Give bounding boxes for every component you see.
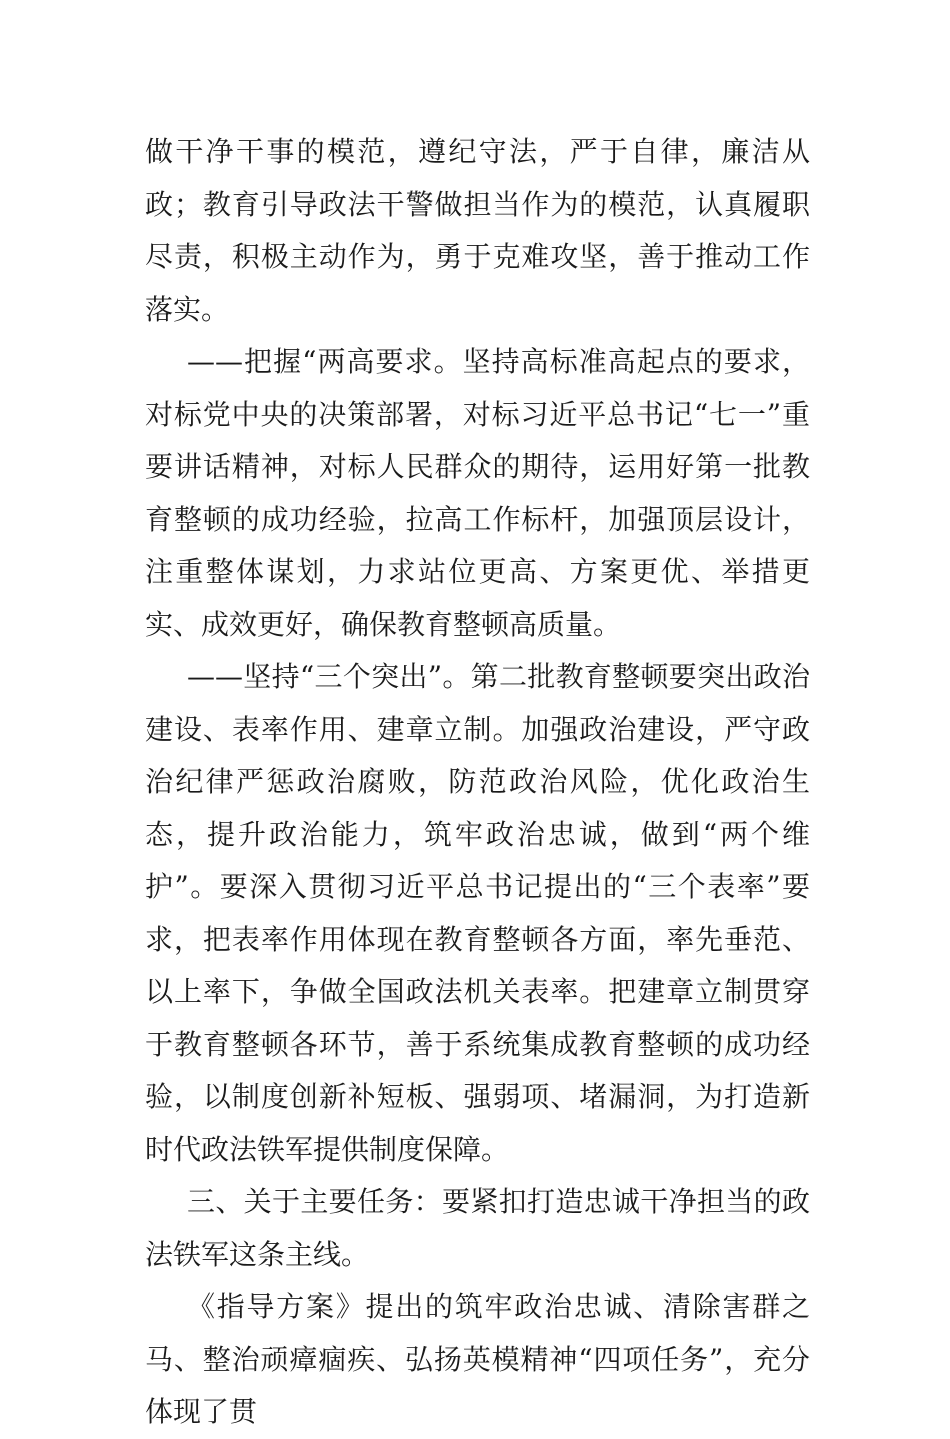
paragraph-guidance-plan: 《指导方案》提出的筑牢政治忠诚、清除害群之马、整治顽瘴痼疾、弘扬英模精神“四项任务”，充分体现了贯	[145, 1290, 810, 1428]
paragraph-three-highlights: ——坚持“三个突出”。第二批教育整顿要突出政治建设、表率作用、建章立制。加强政治建设，严守政治纪律严惩政治腐败，防范政治风险，优化政治生态，提升政治能力，筑牢政治忠诚，做到“两个维护”。要深入贯彻习近平总书记提出的“三个表率”要求，把表率作用体现在教育整顿各方面，率先垂范、以上率下，争做全国政法机关表率。把建章立制贯穿于教育整顿各环节，善于系统集成教育整顿的成功经验，以制度创新补短板、强弱项、堵漏洞，为打造新时代政法铁军提供制度保障。	[145, 660, 810, 1166]
section-heading-main-tasks: 三、关于主要任务：要紧扣打造忠诚干净担当的政法铁军这条主线。	[145, 1185, 810, 1271]
paragraph-continuation: 做干净干事的模范，遵纪守法，严于自律，廉洁从政；教育引导政法干警做担当作为的模范，认真履职尽责，积极主动作为，勇于克难攻坚，善于推动工作落实。	[145, 135, 810, 326]
paragraph-two-high-requirements: ——把握“两高要求。坚持高标准高起点的要求，对标党中央的决策部署，对标习近平总书记“七一”重要讲话精神，对标人民群众的期待，运用好第一批教育整顿的成功经验，拉高工作标杆，加强顶层设计，注重整体谋划，力求站位更高、方案更优、举措更实、成效更好，确保教育整顿高质量。	[145, 345, 810, 641]
document-body	[145, 126, 810, 1439]
